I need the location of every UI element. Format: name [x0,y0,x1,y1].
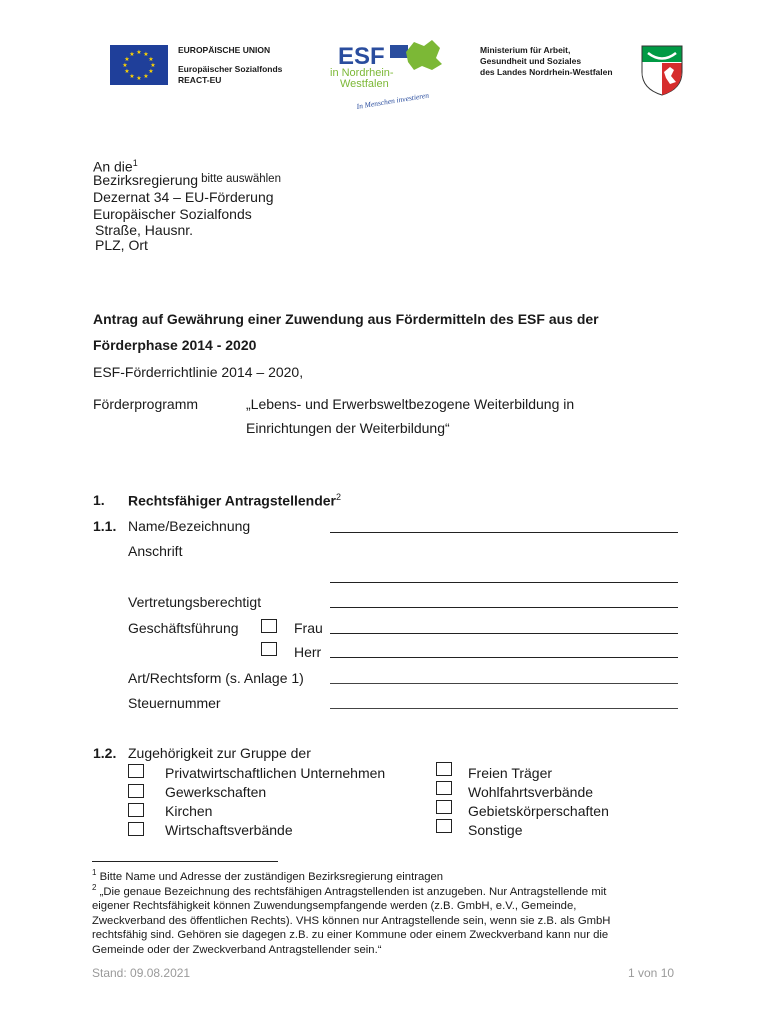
footnote-2-line3: Zweckverband des öffentlichen Rechts). VHS können nur Antragstellende sein, wenn sie z.B. als GmbH [92,914,611,927]
svg-text:★: ★ [143,51,149,58]
svg-text:★: ★ [148,56,154,63]
document-title [93,306,693,358]
esf-region-line1: in Nordrhein- [330,67,394,79]
footnote-2-mark: 2 [92,883,97,892]
ministry-logo-text [480,45,613,78]
footnote-2-line1: „Die genaue Bezeichnung des rechtsfähigen Antragstellenden ist anzugeben. Nur Antragstellende mit [99,885,607,898]
svg-text:★: ★ [124,56,130,63]
address-fund: Europäischer Sozialfonds [93,206,252,222]
address-city-field[interactable]: PLZ, Ort [95,237,148,253]
footnote-1-mark: 1 [92,868,97,877]
address-department: Dezernat 34 – EU-Förderung [93,189,274,205]
address-label: Anschrift [128,543,183,559]
representative-field[interactable] [330,607,678,608]
group-title: Zugehörigkeit zur Gruppe der [128,745,311,761]
esf-brand: ESF [338,43,385,70]
name-field[interactable] [330,532,678,533]
eu-flag-icon [110,45,168,85]
group-private-label: Privatwirtschaftlichen Unternehmen [165,765,386,781]
footnote-1-text: Bitte Name und Adresse der zuständigen Bezirksregierung eintragen [99,870,444,883]
footer-page-number: 1 von 10 [628,966,675,980]
footer-date: Stand: 09.08.2021 [92,966,191,980]
footnote-2-line2: eigener Rechtsfähigkeit können Zuwendungsempfangende werden (z.B. GmbH, e.V., Gemeinde, [92,900,577,913]
group-unions-label: Gewerkschaften [165,784,267,800]
herr-checkbox[interactable] [261,642,277,656]
eu-logo-text [178,45,282,86]
group-welfare-label: Wohlfahrtsverbände [468,784,594,800]
svg-text:★: ★ [122,62,128,69]
representative-label: Vertretungsberechtigt [128,594,262,610]
herr-name-field[interactable] [330,657,678,658]
legal-form-label: Art/Rechtsform (s. Anlage 1) [128,670,304,686]
eu-line1: EUROPÄISCHE UNION [178,45,271,55]
program-line2: Einrichtungen der Weiterbildung“ [246,420,450,436]
group-unions-checkbox[interactable] [128,784,144,798]
svg-text:★: ★ [143,73,149,80]
svg-text:★: ★ [136,49,142,56]
program-label: Förderprogramm [93,396,199,412]
eu-line2: Europäischer Sozialfonds [178,64,283,74]
svg-text:★: ★ [136,75,142,82]
ministry-line2: Gesundheit und Soziales [480,56,582,66]
group-free-carrier-label: Freien Träger [468,765,553,781]
address-field[interactable] [330,582,678,583]
title-line2: Förderphase 2014 - 2020 [93,337,257,353]
authority-select[interactable]: bitte auswählen [201,173,281,185]
group-other-checkbox[interactable] [436,819,452,833]
legal-form-field[interactable] [330,683,678,684]
footnote-ref-1: 1 [132,158,138,168]
esf-logo [328,38,450,118]
nrw-crest-icon [640,44,684,96]
group-public-body-checkbox[interactable] [436,800,452,814]
svg-text:★: ★ [150,62,156,69]
footnote-ref-2: 2 [335,492,341,502]
group-free-carrier-checkbox[interactable] [436,762,452,776]
ministry-line3: des Landes Nordrhein-Westfalen [480,67,613,77]
group-welfare-checkbox[interactable] [436,781,452,795]
footnote-2-line5: Gemeinde oder der Zweckverband Antragstellender sein.“ [92,943,382,956]
eu-line3: REACT-EU [178,75,222,85]
footnote-divider [92,861,278,862]
esf-region-line2: Westfalen [340,78,389,90]
section-1-number: 1. [93,492,105,508]
svg-text:★: ★ [129,51,135,58]
esf-slogan: In Menschen investieren [355,90,430,111]
nrw-map-icon [406,40,442,70]
group-churches-label: Kirchen [165,803,213,819]
guideline-text: ESF-Förderrichtlinie 2014 – 2020, [93,364,304,380]
section-1-1-number: 1.1. [93,518,117,534]
group-private-checkbox[interactable] [128,764,144,778]
group-business-assoc-checkbox[interactable] [128,822,144,836]
esf-eu-flag-icon [390,45,408,58]
title-line1: Antrag auf Gewährung einer Zuwendung aus Fördermitteln des ESF aus der [93,311,599,327]
frau-name-field[interactable] [330,633,678,634]
authority-text: Bezirksregierung [93,172,199,188]
herr-label: Herr [294,644,322,660]
address-authority [93,172,281,190]
section-1-2-number: 1.2. [93,745,117,761]
svg-text:★: ★ [124,68,130,75]
tax-number-label: Steuernummer [128,695,221,711]
svg-text:★: ★ [129,73,135,80]
group-public-body-label: Gebietskörperschaften [468,803,609,819]
group-churches-checkbox[interactable] [128,803,144,817]
footnote-2-line4: rechtsfähig sind. Gehören sie dagegen z.B. zu einer Kommune oder einem Zweckverband kann nur die [92,929,609,942]
name-label: Name/Bezeichnung [128,518,251,534]
svg-text:★: ★ [148,68,154,75]
tax-number-field[interactable] [330,708,678,709]
ministry-line1: Ministerium für Arbeit, [480,45,571,55]
program-line1: „Lebens- und Erwerbsweltbezogene Weiterbildung in [246,396,575,412]
section-1-title-text: Rechtsfähiger Antragstellender [128,492,336,509]
management-label: Geschäftsführung [128,620,239,636]
footnote-2 [92,881,692,957]
frau-label: Frau [294,620,323,636]
address-street-field[interactable]: Straße, Hausnr. [95,222,194,238]
frau-checkbox[interactable] [261,619,277,633]
address-to-text: An die [93,158,133,175]
group-business-assoc-label: Wirtschaftsverbände [165,822,293,838]
group-other-label: Sonstige [468,822,523,838]
section-1-title [128,492,341,509]
